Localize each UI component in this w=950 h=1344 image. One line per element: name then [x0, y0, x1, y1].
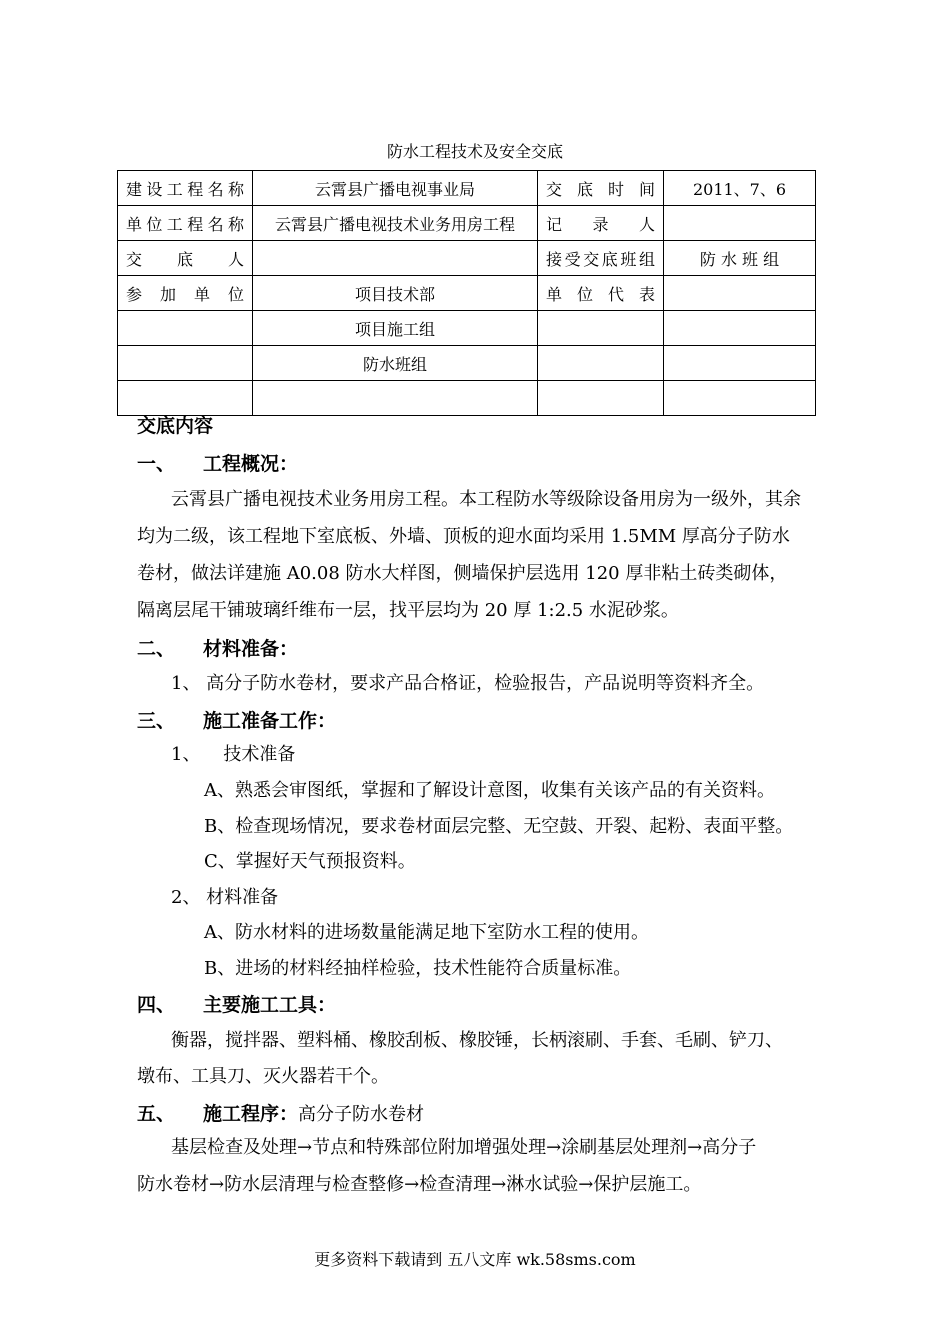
section-title: 施工程序：: [203, 1103, 299, 1125]
empty-cell: [118, 311, 253, 346]
project-name-value: 云霄县广播电视事业局: [253, 171, 538, 206]
empty-cell: [538, 311, 664, 346]
list-item: 1、 高分子防水卷材，要求产品合格证，检验报告，产品说明等资料齐全。: [171, 673, 765, 694]
receiving-team-label: 接受交底班组: [538, 241, 664, 276]
recorder-label: 记录人: [538, 206, 664, 241]
paragraph-line: 云霄县广播电视技术业务用房工程。本工程防水等级除设备用房为一级外，其余: [171, 489, 801, 510]
list-item: 1、 技术准备: [171, 744, 296, 765]
discloser-value: [253, 241, 538, 276]
unit-project-label: 单位工程名称: [118, 206, 253, 241]
paragraph-line: 防水卷材→防水层清理与检查整修→检查清理→淋水试验→保护层施工。: [137, 1174, 702, 1195]
participants-label: 参加单位: [118, 276, 253, 311]
section-number: 五、: [137, 1103, 176, 1125]
participant-3: 防水班组: [253, 346, 538, 381]
representative-label: 单位代表: [538, 276, 664, 311]
list-item: B、检查现场情况，要求卷材面层完整、无空鼓、开裂、起粉、表面平整。: [204, 816, 794, 837]
receiving-team-value: 防 水 班 组: [664, 241, 816, 276]
section-5-heading: [137, 1099, 424, 1126]
content-heading: 交底内容: [137, 415, 214, 437]
table-row: [118, 346, 816, 381]
table-row: [118, 171, 816, 206]
recorder-value: [664, 206, 816, 241]
section-title: 主要施工工具：: [203, 994, 337, 1016]
empty-cell: [253, 381, 538, 416]
empty-cell: [118, 346, 253, 381]
empty-cell: [664, 346, 816, 381]
paragraph-line: 卷材，做法详建施 A0.08 防水大样图，侧墙保护层选用 120 厚非粘土砖类砌体，: [137, 563, 788, 584]
participant-2: 项目施工组: [253, 311, 538, 346]
table-row: [118, 276, 816, 311]
empty-cell: [538, 381, 664, 416]
list-item: B、进场的材料经抽样检验，技术性能符合质量标准。: [204, 958, 632, 979]
section-3-heading: [137, 706, 336, 733]
empty-cell: [538, 346, 664, 381]
paragraph-line: 隔离层尾干铺玻璃纤维布一层，找平层均为 20 厚 1:2.5 水泥砂浆。: [137, 600, 679, 621]
section-title: 施工准备工作：: [203, 710, 337, 732]
empty-cell: [664, 381, 816, 416]
section-number: 一、: [137, 453, 176, 475]
date-value: 2011、7、6: [664, 171, 816, 206]
info-table: [117, 170, 816, 416]
paragraph-line: 墩布、工具刀、灭火器若干个。: [137, 1066, 389, 1087]
project-name-label: 建设工程名称: [118, 171, 253, 206]
table-row: [118, 206, 816, 241]
paragraph-line: 衡器，搅拌器、塑料桶、橡胶刮板、橡胶锤，长柄滚刷、手套、毛刷、铲刀、: [171, 1030, 783, 1051]
paragraph-line: 基层检查及处理→节点和特殊部位附加增强处理→涂刷基层处理剂→高分子: [171, 1137, 757, 1158]
discloser-label: 交底人: [118, 241, 253, 276]
section-number: 三、: [137, 710, 176, 732]
section-2-heading: [137, 634, 298, 661]
table-row: [118, 241, 816, 276]
list-item: A、熟悉会审图纸，掌握和了解设计意图，收集有关该产品的有关资料。: [204, 780, 775, 801]
unit-project-value: 云霄县广播电视技术业务用房工程: [253, 206, 538, 241]
section-title: 工程概况：: [203, 453, 299, 475]
document-title: 防水工程技术及安全交底: [386, 142, 563, 161]
table-row: [118, 381, 816, 416]
empty-cell: [664, 311, 816, 346]
paragraph-line: 均为二级，该工程地下室底板、外墙、顶板的迎水面均采用 1.5MM 厚高分子防水: [137, 526, 790, 547]
section-number: 四、: [137, 994, 176, 1016]
section-title: 材料准备：: [203, 638, 299, 660]
participant-1: 项目技术部: [253, 276, 538, 311]
section-number: 二、: [137, 638, 176, 660]
section-4-heading: [137, 990, 336, 1017]
date-label: 交底时间: [538, 171, 664, 206]
table-row: [118, 311, 816, 346]
list-item: C、掌握好天气预报资料。: [204, 851, 416, 872]
list-item: 2、 材料准备: [171, 887, 279, 908]
list-item: A、防水材料的进场数量能满足地下室防水工程的使用。: [204, 922, 649, 943]
footer-link[interactable]: 更多资料下载请到 五八文库 wk.58sms.com: [314, 1250, 636, 1269]
section-1-heading: [137, 449, 298, 476]
section-subtitle: 高分子防水卷材: [298, 1104, 425, 1125]
representative-value: [664, 276, 816, 311]
